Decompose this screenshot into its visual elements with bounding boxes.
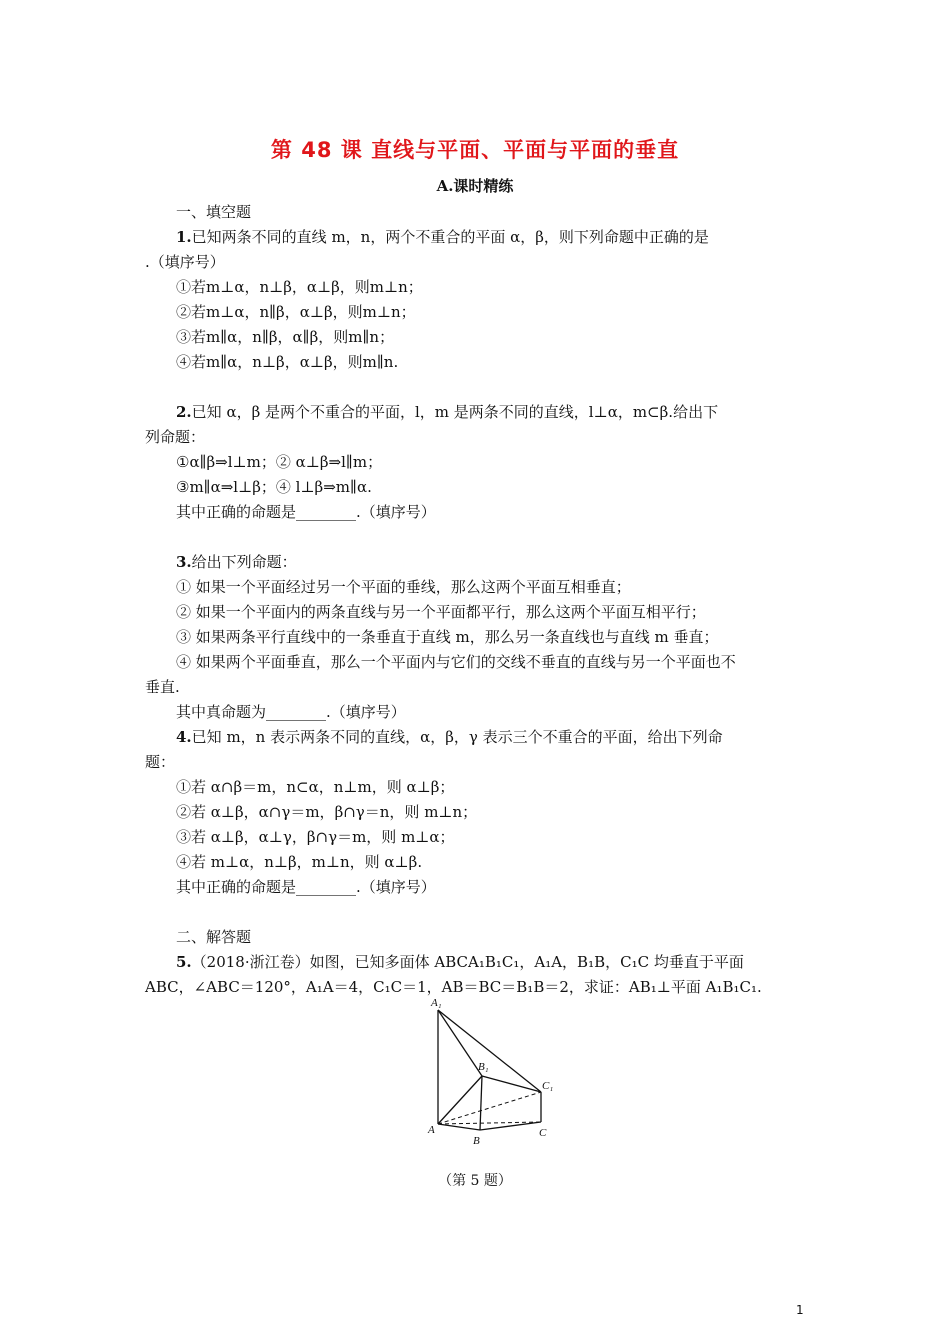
question-3	[145, 550, 805, 575]
question-number: 1.	[176, 228, 192, 246]
option: ①若 α∩β＝m，n⊂α，n⊥m，则 α⊥β；	[176, 778, 455, 796]
option: ③m∥α⇒l⊥β；④ l⊥β⇒m∥α.	[176, 478, 372, 496]
option: ③若 α⊥β，α⊥γ，β∩γ＝m，则 m⊥α；	[176, 828, 455, 846]
question-1	[145, 225, 805, 250]
edge-B1-C1	[482, 1076, 541, 1092]
question-number: 5.	[176, 953, 192, 971]
question-number: 3.	[176, 553, 192, 571]
page-title: 第 48 课 直线与平面、平面与平面的垂直	[270, 138, 680, 162]
label-C1: C₁	[542, 1080, 554, 1092]
question-text-cont: 列命题：	[145, 428, 206, 446]
question-4	[145, 725, 805, 750]
question-number: 2.	[176, 403, 192, 421]
edge-B1-B	[480, 1076, 482, 1130]
question-text: 已知 α，β 是两个不重合的平面，l，m 是两条不同的直线，l⊥α，m⊂β.给出下	[191, 403, 719, 421]
option: ③若m∥α，n∥β，α∥β，则m∥n；	[176, 328, 395, 346]
answer-prompt: 其中真命题为________.（填序号）	[176, 703, 406, 721]
edge-A1-B1	[438, 1010, 482, 1076]
answer-prompt: 其中正确的命题是________.（填序号）	[176, 878, 436, 896]
question-5	[145, 950, 805, 975]
question-text-cont: .（填序号）	[145, 253, 225, 271]
option: ④ 如果两个平面垂直，那么一个平面内与它们的交线不垂直的直线与另一个平面也不	[176, 653, 736, 671]
option: ②若 α⊥β，α∩γ＝m，β∩γ＝n，则 m⊥n；	[176, 803, 478, 821]
option: ④若m∥α，n⊥β，α⊥β，则m∥n.	[176, 353, 399, 371]
option: ④若 m⊥α，n⊥β，m⊥n，则 α⊥β.	[176, 853, 423, 871]
polyhedron-figure	[418, 996, 558, 1148]
answer-prompt: 其中正确的命题是________.（填序号）	[176, 503, 436, 521]
question-text: 已知 m，n 表示两条不同的直线，α，β，γ 表示三个不重合的平面，给出下列命	[191, 728, 723, 746]
option: ①α∥β⇒l⊥m；② α⊥β⇒l∥m；	[176, 453, 383, 471]
option-cont: 垂直.	[145, 678, 180, 696]
question-text: 已知两条不同的直线 m，n，两个不重合的平面 α，β，则下列命题中正确的是	[191, 228, 709, 246]
question-text: （2018·浙江卷）如图，已知多面体 ABCA₁B₁C₁，A₁A，B₁B，C₁C 均垂直于平面	[191, 953, 744, 971]
label-C: C	[539, 1127, 547, 1139]
label-B1: B₁	[478, 1061, 489, 1073]
label-A: A	[428, 1124, 435, 1136]
document-body	[145, 200, 805, 1000]
edge-A1-C1	[438, 1010, 541, 1092]
option: ① 如果一个平面经过另一个平面的垂线，那么这两个平面互相垂直；	[176, 578, 631, 596]
question-text: 给出下列命题：	[191, 553, 297, 571]
section-subtitle: A.课时精练	[436, 177, 514, 195]
label-B: B	[473, 1135, 480, 1147]
section-heading-fill: 一、填空题	[176, 203, 252, 221]
page-number: 1	[796, 1303, 804, 1317]
question-2	[145, 400, 805, 425]
option: ②若m⊥α，n∥β，α⊥β，则m⊥n；	[176, 303, 416, 321]
label-A1: A₁	[431, 997, 442, 1009]
section-heading-solve: 二、解答题	[176, 928, 252, 946]
option: ② 如果一个平面内的两条直线与另一个平面都平行，那么这两个平面互相平行；	[176, 603, 706, 621]
figure-caption: （第 5 题）	[438, 1173, 512, 1189]
question-text-cont: ABC，∠ABC＝120°，A₁A＝4，C₁C＝1，AB＝BC＝B₁B＝2，求证：AB₁⊥平面 A₁B₁C₁.	[145, 978, 762, 996]
option: ①若m⊥α，n⊥β，α⊥β，则m⊥n；	[176, 278, 423, 296]
edge-A-B	[438, 1124, 480, 1130]
option: ③ 如果两条平行直线中的一条垂直于直线 m，那么另一条直线也与直线 m 垂直；	[176, 628, 719, 646]
question-number: 4.	[176, 728, 192, 746]
question-text-cont: 题：	[145, 753, 176, 771]
